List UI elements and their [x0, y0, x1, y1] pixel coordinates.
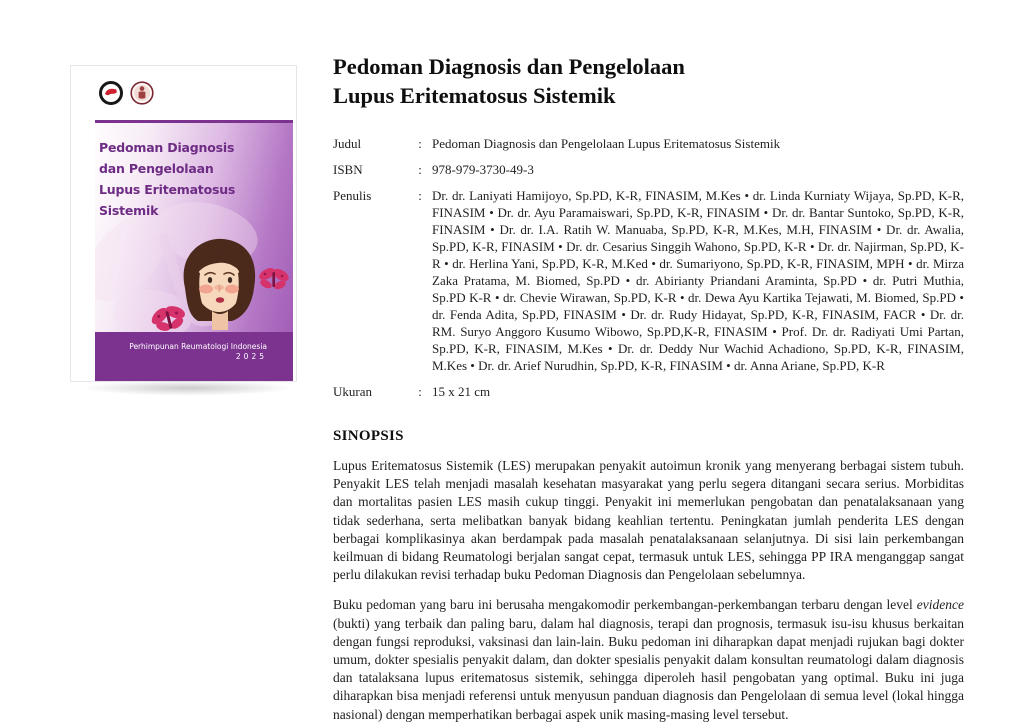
detail-row-ukuran	[333, 383, 964, 400]
page-title-line-2: Lupus Eritematosus Sistemik	[333, 83, 616, 108]
butterfly-icon	[257, 266, 291, 291]
detail-value: 978-979-3730-49-3	[432, 162, 534, 177]
synopsis-p2-text: Buku pedoman yang baru ini berusaha mengakomodir perkembangan-perkembangan terbaru dengan level	[333, 597, 917, 613]
detail-value: Dr. dr. Laniyati Hamijoyo, Sp.PD, K-R, FINASIM, M.Kes • dr. Linda Kurniaty Wijaya, Sp.PD, K-R, FINASIM • Dr. dr. Ayu Paramaiswari, Sp.PD, K-R, FINASIM • Dr. dr. Bantar Suntoko, Sp.PD, K-R, FINASIM • Dr. dr. I.A. Ratih W. Manuaba, Sp.PD, K-R, M.Kes, M.H, FINASIM • Dr. dr. Awalia, Sp.PD, K-R, FINASIM • Dr. dr. Cesarius Singgih Wahono, Sp.PD, K-R • Dr. dr. Najirman, Sp.PD, K-R • dr. Herlina Yani, Sp.PD, K-R, M.Ked • dr. Sumariyono, Sp.PD, K-R, FINASIM, MPH • dr. Mirza Zaka Pratama, M. Biomed, Sp.PD • dr. Abirianty Priandani Araminta, Sp.PD • dr. Putri Muthia, Sp.PD K-R • dr. Chevie Wirawan, Sp.PD, K-R • dr. Dewa Ayu Kartika Tejawati, M. Biomed, Sp.PD • dr. Fenda Adita, Sp.PD, FINASIM • Dr. dr. Rudy Hidayat, Sp.PD, K-R, FINASIM, FACR • Dr. dr. RM. Suryo Anggoro Kusumo Wibowo, Sp.PD,K-R, FINASIM • Prof. Dr. dr. Radiyati Umi Partan, Sp.PD, K-R, FINASIM, M.Kes • Dr. dr. Deddy Nur Wachid Achadiono, Sp.PD, K-R, FINASIM, M.Kes • Dr. dr. Arief Nurudhin, Sp.PD, K-R, FINASIM • dr. Anna Ariane, Sp.PD, K-R	[432, 188, 964, 373]
synopsis-heading: SINOPSIS	[333, 428, 404, 444]
cover-page	[70, 65, 297, 382]
detail-row-isbn	[333, 161, 964, 178]
synopsis-p2-text: (bukti) yang terbaik dan paling baru, dalam hal diagnosis, terapi dan prognosis, termasuk isu-isu khusus berkaitan dengan fungsi reproduksi, vaksinasi dan lain-lain. Buku pedoman ini diharapkan dapat menjadi rujukan bagi dokter umum, dokter spesialis penyakit dalam, dan dokter spesialis penyakit dalam konsultan reumatologi dalam diagnosis dan tatalaksana lupus eritematosus sistemik, sehingga diperoleh hasil pengobatan yang optimal. Buku ini juga diharapkan bisa menjadi referensi untuk menyusun panduan diagnosis dan Pengelolaan di semua level (lokal hingga nasional) dengan memperhatikan berbagai aspek unik masing-masing level tersebut.	[333, 615, 964, 722]
detail-value: 15 x 21 cm	[432, 384, 491, 399]
butterfly-icon	[146, 300, 191, 335]
detail-label: ISBN	[333, 162, 363, 177]
cover-header	[95, 66, 293, 120]
synopsis-section	[333, 428, 964, 724]
detail-label: Judul	[333, 136, 362, 151]
details-section	[333, 135, 964, 400]
book-detail-panel	[333, 52, 964, 724]
page-title-line-1: Pedoman Diagnosis dan Pengelolaan	[333, 54, 685, 79]
rheumatology-seal-icon	[99, 81, 123, 105]
detail-row-penulis	[333, 187, 964, 374]
detail-separator: :	[418, 188, 422, 203]
detail-label: Ukuran	[333, 384, 372, 399]
cover-art	[95, 123, 293, 381]
cover-title-line: Pedoman Diagnosis	[99, 140, 235, 155]
publisher-name: Perhimpunan Reumatologi Indonesia	[129, 342, 267, 351]
detail-separator: :	[418, 384, 422, 399]
cover-title-line: Lupus Eritematosus Sistemik	[99, 182, 236, 218]
internist-seal-icon	[130, 81, 154, 105]
synopsis-paragraph-2	[333, 596, 964, 723]
detail-separator: :	[418, 162, 422, 177]
book-cover	[70, 65, 297, 382]
detail-value: Pedoman Diagnosis dan Pengelolaan Lupus Eritematosus Sistemik	[432, 136, 781, 151]
page-title	[333, 52, 964, 110]
detail-row-judul	[333, 135, 964, 152]
cover-title-line: dan Pengelolaan	[99, 161, 214, 176]
detail-separator: :	[418, 136, 422, 151]
cover-title	[99, 137, 293, 221]
synopsis-p2-italic-term: evidence	[916, 597, 964, 613]
woman-face-illustration	[135, 230, 293, 335]
publisher-band	[95, 332, 293, 381]
publisher-year: 2025	[235, 352, 267, 361]
synopsis-paragraph-1: Lupus Eritematosus Sistemik (LES) merupakan penyakit autoimun kronik yang menyerang berbagai sistem tubuh. Penyakit LES telah menjadi masalah kesehatan masyarakat yang perlu segera ditangani secara serius. Morbiditas dan mortalitas pasien LES masih cukup tinggi. Penyakit ini memerlukan pengobatan dan penatalaksanaan yang tidak sederhana, serta melibatkan banyak bidang keahlian tertentu. Peningkatan jumlah penderita LES dengan berbagai komplikasinya akan berdampak pada masalah penatalaksanaan selanjutnya. Di sisi lain perkembangan keilmuan di bidang Reumatologi berjalan sangat cepat, termasuk untuk LES, sehingga PP IRA menganggap sangat perlu dilakukan revisi terhadap buku Pedoman Diagnosis dan Pengelolaan sebelumnya.	[333, 458, 964, 583]
detail-label: Penulis	[333, 188, 372, 203]
